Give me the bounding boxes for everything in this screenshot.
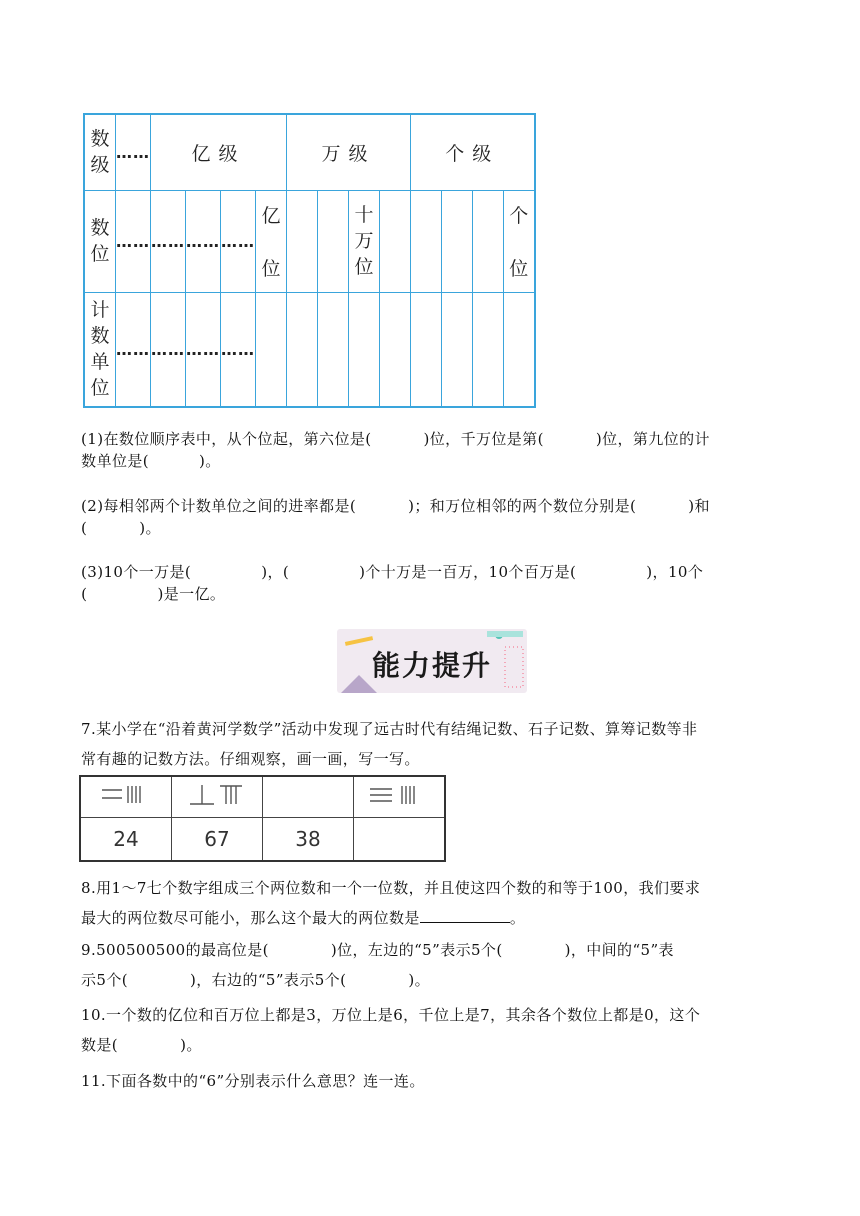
unit-ellipsis-1: …… bbox=[116, 292, 151, 407]
level-ellipsis: …… bbox=[116, 114, 151, 190]
banner-title: 能力提升 bbox=[371, 649, 492, 682]
number-answer-blank[interactable] bbox=[354, 818, 446, 862]
question-8: 8.用1～7七个数字组成三个两位数和一个一位数，并且使这四个数的和等于100，我们要求 最大的两位数尽可能小，那么这个最大的两位数是 。 bbox=[81, 879, 701, 927]
unit-empty bbox=[473, 292, 504, 407]
row-label-unit: 计 数 单 位 bbox=[84, 292, 116, 407]
question-1: (1)在数位顺序表中，从个位起，第六位是( )位，千万位是第( )位，第九位的计 数单位是( )。 bbox=[81, 430, 710, 470]
rod-cell-target bbox=[354, 776, 446, 818]
rods-24-icon bbox=[96, 784, 156, 806]
question-11: 11.下面各数中的“6”分别表示什么意思？连一连。 bbox=[81, 1072, 425, 1090]
level-yi: 亿级 bbox=[151, 114, 287, 190]
question-9: 9.500500500的最高位是( )位，左边的“5”表示5个( )，中间的“5”表 示5个( )，右边的“5”表示5个( )。 bbox=[81, 941, 674, 989]
question-3: (3)10个一万是( )，( )个十万是一百万，10个百万是( )，10个 ( )是一亿。 bbox=[81, 563, 704, 603]
rod-cell-67 bbox=[172, 776, 263, 818]
position-row bbox=[84, 190, 535, 292]
position-empty bbox=[287, 190, 318, 292]
unit-empty bbox=[411, 292, 442, 407]
position-ge: 个 位 bbox=[504, 190, 535, 292]
unit-empty bbox=[442, 292, 473, 407]
rods-67-icon bbox=[182, 783, 252, 807]
position-empty bbox=[380, 190, 411, 292]
unit-empty bbox=[287, 292, 318, 407]
position-ellipsis-4: …… bbox=[221, 190, 256, 292]
unit-row bbox=[84, 292, 535, 407]
unit-empty bbox=[256, 292, 287, 407]
row-label-level: 数 级 bbox=[84, 114, 116, 190]
position-empty bbox=[473, 190, 504, 292]
question-2: (2)每相邻两个计数单位之间的进率都是( )；和万位相邻的两个数位分别是( )和 ( )。 bbox=[81, 497, 710, 537]
unit-ellipsis-2: …… bbox=[151, 292, 186, 407]
rods-answer-icon bbox=[364, 784, 434, 806]
level-ge: 个级 bbox=[411, 114, 535, 190]
position-ellipsis-1: …… bbox=[116, 190, 151, 292]
rod-cell-24 bbox=[80, 776, 172, 818]
rod-cell-blank[interactable] bbox=[263, 776, 354, 818]
position-empty bbox=[411, 190, 442, 292]
position-ellipsis-2: …… bbox=[151, 190, 186, 292]
ability-banner bbox=[337, 629, 527, 693]
position-yi: 亿 位 bbox=[256, 190, 287, 292]
number-24: 24 bbox=[80, 818, 172, 862]
level-row bbox=[84, 114, 535, 190]
position-empty bbox=[318, 190, 349, 292]
counting-rods-table bbox=[79, 775, 446, 862]
position-empty bbox=[442, 190, 473, 292]
unit-empty bbox=[504, 292, 535, 407]
position-ellipsis-3: …… bbox=[186, 190, 221, 292]
position-shiwan: 十 万 位 bbox=[349, 190, 380, 292]
number-67: 67 bbox=[172, 818, 263, 862]
unit-empty bbox=[349, 292, 380, 407]
place-value-table bbox=[83, 113, 536, 408]
unit-ellipsis-4: …… bbox=[221, 292, 256, 407]
question-7: 7.某小学在“沿着黄河学数学”活动中发现了远古时代有结绳记数、石子记数、算筹记数等非 常有趣的记数方法。仔细观察，画一画，写一写。 bbox=[81, 720, 698, 768]
unit-ellipsis-3: …… bbox=[186, 292, 221, 407]
unit-empty bbox=[318, 292, 349, 407]
number-38: 38 bbox=[263, 818, 354, 862]
unit-empty bbox=[380, 292, 411, 407]
level-wan: 万级 bbox=[287, 114, 411, 190]
row-label-position: 数 位 bbox=[84, 190, 116, 292]
question-10: 10.一个数的亿位和百万位上都是3，万位上是6，千位上是7，其余各个数位上都是0，这个 数是( )。 bbox=[81, 1006, 701, 1054]
answer-underline[interactable] bbox=[420, 908, 510, 923]
